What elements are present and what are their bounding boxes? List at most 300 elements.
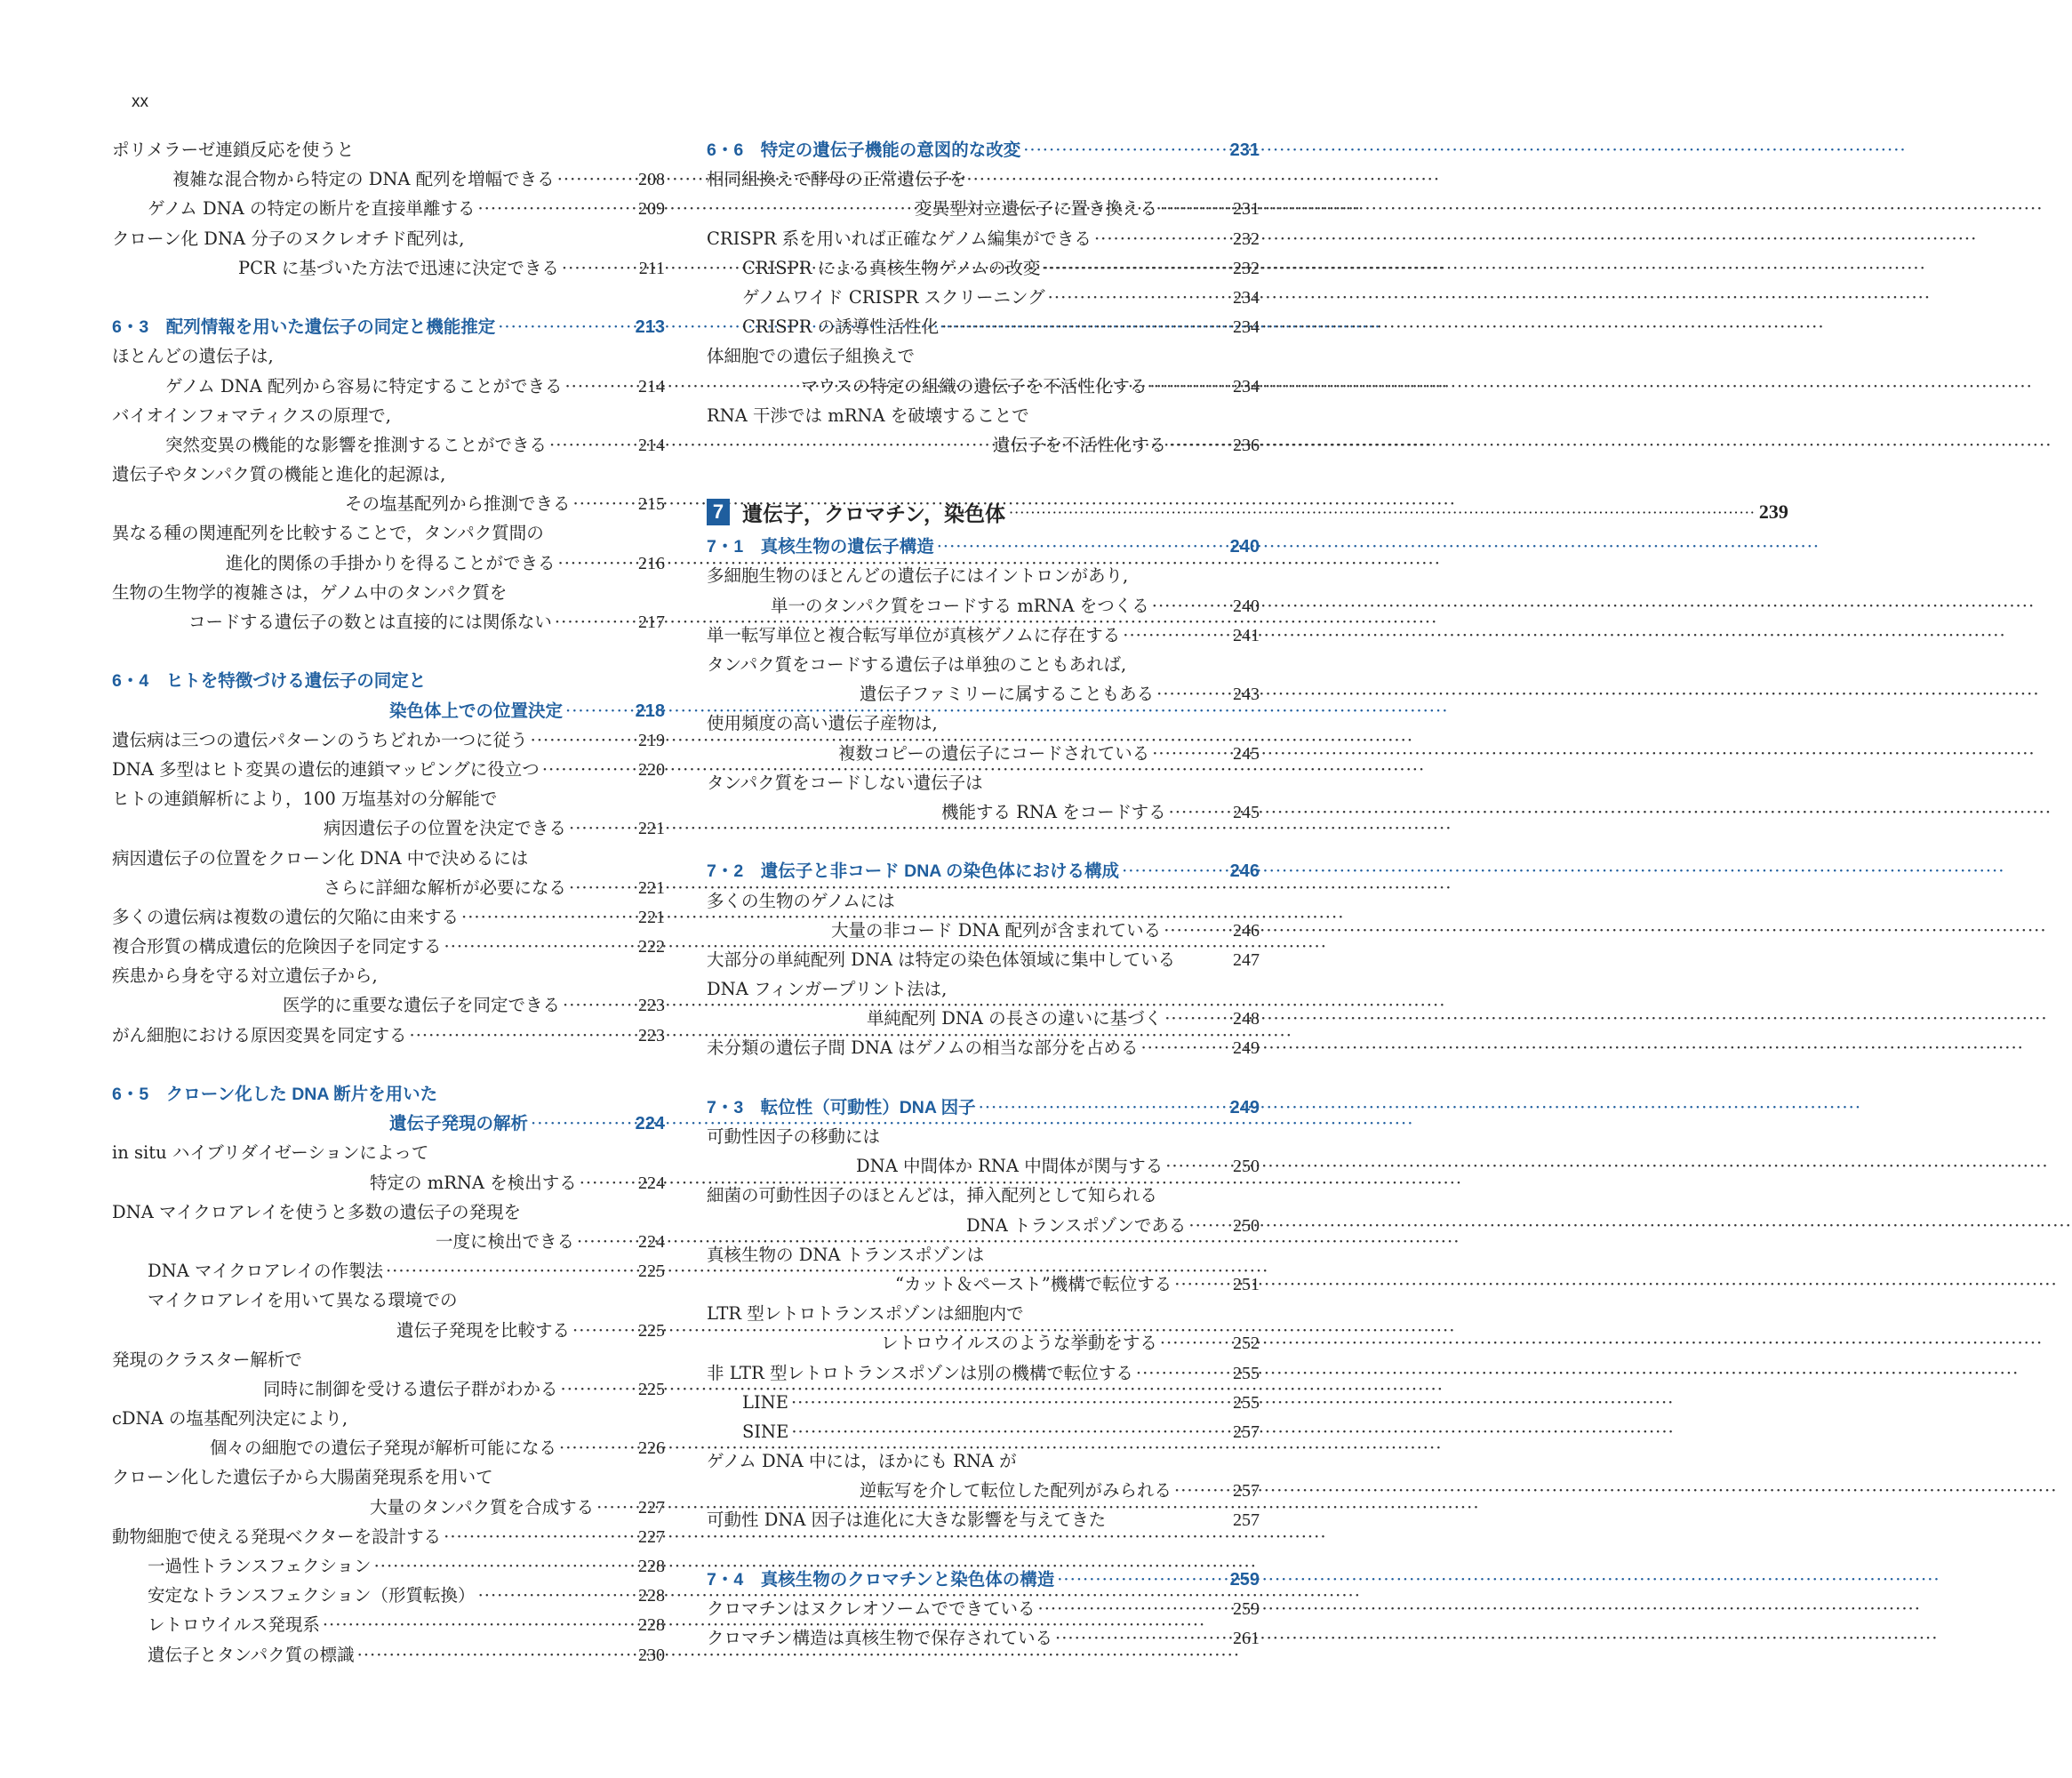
- page-number: 240: [1229, 537, 1260, 557]
- leader-dots: [1122, 856, 1228, 885]
- spacer: [112, 283, 665, 312]
- page-number: 223: [638, 1025, 665, 1045]
- leader-dots: [1123, 621, 1230, 650]
- entry-title: 同時に制御を受ける遺伝子群がわかる: [263, 1378, 558, 1399]
- entry-title: 複合形質の構成遺伝的危険因子を同定する: [112, 936, 442, 957]
- section-heading: [112, 312, 665, 341]
- leader-dots: [1152, 739, 1230, 768]
- page-number: 228: [638, 1557, 665, 1576]
- entry-title: 可動性因子の移動には: [707, 1126, 881, 1147]
- toc-entry: [707, 1623, 1260, 1653]
- entry-title: ゲノムワイド CRISPR スクリーニング: [742, 286, 1045, 308]
- section-title: 6・4 ヒトを特徴づける遺伝子の同定と: [112, 671, 427, 692]
- toc-entry: [707, 621, 1260, 650]
- section-heading: [112, 1079, 665, 1109]
- entry-title: ほとんどの遺伝子は,: [112, 346, 274, 367]
- section-heading: [707, 856, 1260, 885]
- toc-entry: [112, 401, 665, 430]
- leader-dots: [410, 1021, 636, 1050]
- page-number: 236: [1233, 435, 1260, 455]
- toc-entry: [112, 990, 665, 1020]
- page-number: 215: [638, 494, 665, 515]
- entry-title: 細菌の可動性因子のほとんどは，挿入配列として知られる: [707, 1185, 1158, 1206]
- section-heading: [112, 1109, 665, 1138]
- leader-dots: [1169, 430, 1230, 460]
- entry-title: 逆転写を介して転位した配列がみられる: [860, 1480, 1172, 1502]
- leader-dots: [531, 725, 636, 755]
- entry-title: 病因遺伝子の位置をクローン化 DNA 中で決めるには: [112, 847, 529, 869]
- entry-title: RNA 干渉では mRNA を破壊することで: [707, 404, 1029, 426]
- entry-title: がん細胞における原因変異を同定する: [112, 1024, 407, 1045]
- leader-dots: [577, 1227, 636, 1256]
- spacer: [707, 1535, 1260, 1565]
- page-number: 227: [638, 1526, 665, 1547]
- leader-dots: [561, 1374, 636, 1404]
- toc-entry: [112, 1316, 665, 1345]
- toc-entry: [112, 1610, 665, 1639]
- entry-title: DNA 多型はヒト変異の遺伝的連鎖マッピングに役立つ: [112, 758, 540, 780]
- leader-dots: [1136, 1358, 1230, 1388]
- toc-entry: [112, 164, 665, 194]
- leader-dots: [555, 607, 636, 637]
- toc-entry: [112, 253, 665, 283]
- entry-title: CRISPR による真核生物ゲノムの改変: [742, 257, 1041, 278]
- page-number: 250: [1233, 1157, 1260, 1177]
- toc-entry: [112, 194, 665, 223]
- leader-dots: [941, 312, 1230, 341]
- section-heading: [112, 666, 665, 695]
- toc-entry: [112, 844, 665, 873]
- entry-title: in situ ハイブリダイゼーションによって: [112, 1142, 429, 1164]
- toc-entry: [112, 1256, 665, 1285]
- entry-title: 相同組換えで酵母の正常遺伝子を: [707, 169, 967, 190]
- entry-title: 一度に検出できる: [436, 1230, 575, 1252]
- toc-entry: [112, 1522, 665, 1551]
- entry-title: その塩基配列から推測できる: [345, 493, 571, 515]
- page-number: 221: [638, 907, 665, 927]
- leader-dots: [357, 1640, 636, 1670]
- page-number: 252: [1233, 1334, 1260, 1354]
- page-number: 231: [1233, 199, 1260, 220]
- page-number: 261: [1233, 1629, 1260, 1649]
- page-number: 257: [1233, 1422, 1260, 1442]
- toc-entry: [112, 1581, 665, 1610]
- page-number: 220: [638, 759, 665, 780]
- entry-title: 生物の生物学的複雑さは，ゲノム中のタンパク質を: [112, 581, 508, 603]
- entry-title: CRISPR の誘導性活性化: [742, 316, 940, 338]
- toc-entry: [112, 961, 665, 990]
- entry-title: コードする遺伝子の数とは直接的には関係ない: [188, 612, 552, 632]
- leader-dots: [1057, 1565, 1227, 1594]
- page-number: 257: [1233, 1481, 1260, 1502]
- entry-title: 疾患から身を守る対立遺伝子から,: [112, 965, 378, 987]
- toc-entry: [707, 1505, 1260, 1534]
- section-title: 6・5 クローン化した DNA 断片を用いた: [112, 1085, 438, 1104]
- leader-dots: [937, 532, 1228, 561]
- toc-entry: [112, 1227, 665, 1256]
- entry-title: 未分類の遺伝子間 DNA はゲノムの相当な部分を占める: [707, 1037, 1139, 1059]
- page-number: 245: [1233, 802, 1260, 822]
- toc-entry: [112, 372, 665, 401]
- toc-entry: [112, 784, 665, 813]
- section-title: 7・2 遺伝子と非コード DNA の染色体における構成: [707, 861, 1120, 882]
- entry-title: 遺伝子を不活性化する: [993, 434, 1167, 455]
- toc-entry: [112, 135, 665, 164]
- entry-title: CRISPR 系を用いれば正確なゲノム編集ができる: [707, 228, 1092, 249]
- section-title: 遺伝子発現の解析: [389, 1114, 529, 1134]
- toc-entry: [707, 224, 1260, 253]
- leader-dots: [461, 902, 636, 932]
- spacer: [112, 637, 665, 666]
- toc-entry: [707, 1269, 1260, 1299]
- toc-entry: [112, 549, 665, 578]
- page-number: 248: [1233, 1009, 1260, 1029]
- toc-entry: [707, 1299, 1260, 1328]
- entry-title: 変異型対立遺伝子に置き換える: [915, 198, 1158, 220]
- entry-title: DNA フィンガープリント法は,: [707, 979, 948, 1000]
- spacer: [707, 827, 1260, 856]
- toc-entry: [707, 194, 1260, 223]
- entry-title: 大部分の単純配列 DNA は特定の染色体領域に集中している: [707, 949, 1176, 970]
- toc-entry: [707, 253, 1260, 283]
- entry-title: クロマチンはヌクレオソームでできている: [707, 1598, 1036, 1619]
- page-number: 230: [638, 1645, 665, 1665]
- entry-title: タンパク質をコードしない遺伝子は: [707, 772, 983, 793]
- leader-dots: [444, 1522, 636, 1551]
- entry-title: 医学的に重要な遺伝子を同定できる: [283, 995, 561, 1016]
- entry-title: ゲノム DNA 中には，ほかにも RNA が: [707, 1451, 1017, 1472]
- leader-dots: [1188, 1211, 1230, 1240]
- entry-title: 単一転写単位と複合転写単位が真核ゲノムに存在する: [707, 624, 1121, 645]
- section-heading: [707, 1565, 1260, 1594]
- toc-entry: [112, 224, 665, 253]
- leader-dots: [1174, 1269, 1230, 1299]
- toc-entry: [112, 430, 665, 460]
- toc-entry: [707, 1151, 1260, 1181]
- entry-title: 非 LTR 型レトロトランスポゾンは別の機構で転位する: [707, 1362, 1133, 1383]
- entry-title: SINE: [742, 1421, 789, 1442]
- leader-dots: [1160, 194, 1230, 223]
- page-number: 257: [1233, 1510, 1260, 1531]
- leader-dots: [569, 813, 636, 843]
- toc-entry: [112, 1433, 665, 1462]
- toc-entry: [112, 1404, 665, 1433]
- entry-title: ゲノム DNA 配列から容易に特定することができる: [165, 375, 563, 396]
- leader-dots: [596, 1493, 636, 1522]
- page-number: xx: [132, 92, 148, 111]
- page-number: 246: [1229, 861, 1260, 882]
- chapter-title: 遺伝子，クロマチン，染色体: [742, 501, 1006, 525]
- leader-dots: [1156, 679, 1230, 709]
- toc-entry: [112, 1345, 665, 1374]
- chapter-page-number: 239: [1758, 501, 1788, 524]
- page-number: 224: [638, 1173, 665, 1193]
- page-number: 209: [638, 199, 665, 220]
- toc-entry: [707, 1594, 1260, 1623]
- page-number: 214: [638, 435, 665, 455]
- entry-title: 進化的関係の手掛かりを得ることができる: [226, 552, 556, 573]
- toc-entry: [112, 460, 665, 489]
- toc-entry: [707, 650, 1260, 679]
- page-number: 232: [1233, 258, 1260, 278]
- page-number: 217: [638, 613, 665, 632]
- toc-entry: [112, 932, 665, 961]
- entry-title: 複雑な混合物から特定の DNA 配列を増幅できる: [172, 169, 555, 190]
- toc-entry: [112, 755, 665, 784]
- spacer: [707, 1063, 1260, 1093]
- toc-entry: [707, 1240, 1260, 1269]
- entry-title: 使用頻度の高い遺伝子産物は,: [707, 713, 938, 734]
- entry-title: 多細胞生物のほとんどの遺伝子にはイントロンがあり,: [707, 565, 1129, 587]
- leader-dots: [562, 253, 636, 283]
- entry-title: 真核生物の DNA トランスポゾンは: [707, 1244, 985, 1265]
- entry-title: 可動性 DNA 因子は進化に大きな影響を与えてきた: [707, 1510, 1107, 1531]
- entry-title: 発現のクラスター解析で: [112, 1349, 302, 1370]
- leader-dots: [572, 1316, 636, 1345]
- page-number: 223: [638, 996, 665, 1016]
- leader-dots: [386, 1256, 636, 1285]
- toc-entry: [112, 873, 665, 902]
- leader-dots: [1160, 1328, 1230, 1358]
- page-number: 243: [1233, 685, 1260, 705]
- entry-title: バイオインフォマティクスの原理で,: [112, 404, 391, 426]
- page-number: 216: [638, 553, 665, 573]
- toc-entry: [112, 489, 665, 518]
- toc-entry: [707, 1476, 1260, 1505]
- toc-entry: [707, 1211, 1260, 1240]
- leader-dots: [558, 549, 636, 578]
- entry-title: ポリメラーゼ連鎖反応を使うと: [112, 140, 355, 160]
- toc-entry: [707, 372, 1260, 401]
- entry-title: 多くの遺伝病は複数の遺伝的欠陥に由来する: [112, 906, 460, 927]
- toc-entry: [707, 945, 1260, 974]
- toc-entry: [707, 1328, 1260, 1358]
- section-title: 6・6 特定の遺伝子機能の意図的な改変: [707, 140, 1021, 160]
- entry-title: レトロウイルスのような挙動をする: [881, 1333, 1157, 1354]
- chapter-heading: [707, 494, 1788, 530]
- entry-title: PCR に基づいた方法で迅速に決定できる: [238, 257, 559, 278]
- entry-title: 体細胞での遺伝子組換えで: [707, 346, 916, 367]
- toc-entry: [112, 1462, 665, 1492]
- toc-entry: [707, 1181, 1260, 1210]
- page-number: 259: [1233, 1599, 1260, 1619]
- toc-entry: [112, 1197, 665, 1227]
- toc-entry: [707, 797, 1260, 827]
- toc-entry: [707, 916, 1260, 945]
- entry-title: 突然変異の機能的な影響を推測することができる: [165, 434, 548, 455]
- page-number: 224: [638, 1231, 665, 1252]
- toc-entry: [112, 578, 665, 607]
- leader-dots: [565, 696, 633, 725]
- page-number: 232: [1233, 228, 1260, 249]
- entry-title: 個々の細胞での遺伝子発現が解析可能になる: [210, 1438, 557, 1459]
- toc-entry: [707, 1033, 1260, 1062]
- section-heading: [112, 696, 665, 725]
- toc-entry: [707, 739, 1260, 768]
- entry-title: 多くの生物のゲノムには: [707, 890, 895, 911]
- page-number: 213: [635, 317, 665, 338]
- leader-dots: [580, 1168, 636, 1197]
- toc-entry: [112, 1640, 665, 1670]
- leader-dots: [1164, 1004, 1230, 1033]
- leader-dots: [573, 489, 636, 518]
- entry-title: 複数コピーの遺伝子にコードされている: [838, 742, 1150, 764]
- toc-entry: [112, 1021, 665, 1050]
- toc-entry: [707, 341, 1260, 371]
- page-number: 224: [635, 1114, 665, 1134]
- entry-title: DNA マイクロアレイを使うと多数の遺伝子の発現を: [112, 1201, 521, 1222]
- page-number: 218: [635, 701, 665, 721]
- toc-entry: [112, 1551, 665, 1581]
- toc-entry: [112, 813, 665, 843]
- toc-entry: [707, 283, 1260, 312]
- toc-entry: [112, 902, 665, 932]
- page-number: 241: [1233, 625, 1260, 645]
- entry-title: レトロウイルス発現系: [148, 1614, 320, 1636]
- entry-title: クローン化した遺伝子から大腸菌発現系を用いて: [112, 1467, 493, 1488]
- entry-title: 大量のタンパク質を合成する: [370, 1496, 595, 1518]
- page-number: 211: [638, 258, 665, 278]
- page-number: 250: [1233, 1215, 1260, 1236]
- page-number: 255: [1233, 1392, 1260, 1413]
- chapter-number-badge: 7: [707, 499, 730, 525]
- page-number: 208: [638, 170, 665, 190]
- page-number: 234: [1233, 376, 1260, 396]
- toc-entry: [112, 518, 665, 548]
- leader-dots: [531, 1109, 633, 1138]
- leader-dots: [979, 1093, 1228, 1122]
- leader-dots: [1043, 253, 1230, 283]
- page-number: 227: [638, 1497, 665, 1518]
- toc-entry: [707, 401, 1260, 430]
- toc-entry: [707, 164, 1260, 194]
- section-title: 6・3 配列情報を用いた遺伝子の同定と機能推定: [112, 317, 496, 338]
- page-number: 228: [638, 1586, 665, 1606]
- spacer: [707, 460, 1260, 489]
- page-number: 251: [1233, 1274, 1260, 1294]
- entry-title: DNA トランスポゾンである: [966, 1214, 1187, 1236]
- leader-dots: [563, 990, 636, 1020]
- entry-title: 安定なトランスフェクション（形質転換）: [148, 1585, 476, 1606]
- entry-title: 遺伝病は三つの遺伝パターンのうちどれか一つに従う: [112, 729, 528, 750]
- toc-entry: [112, 341, 665, 371]
- leader-dots: [557, 164, 636, 194]
- spacer: [112, 1050, 665, 1079]
- toc-entry: [112, 1493, 665, 1522]
- page-number: 259: [1229, 1569, 1260, 1590]
- toc-entry: [707, 1417, 1260, 1446]
- page-number: 225: [638, 1379, 665, 1399]
- toc-entry: [112, 1168, 665, 1197]
- toc-entry: [707, 591, 1260, 621]
- toc-column-right: [707, 135, 1788, 1653]
- toc-entry: [112, 1138, 665, 1167]
- page-number: 246: [1233, 920, 1260, 941]
- toc-entry: [707, 1122, 1260, 1151]
- toc-entry: [707, 679, 1260, 709]
- leader-dots: [444, 932, 636, 961]
- leader-dots: [1038, 1594, 1230, 1623]
- entry-title: 遺伝子やタンパク質の機能と進化的起源は,: [112, 464, 446, 485]
- leader-dots: [559, 1433, 636, 1462]
- toc-entry: [112, 1285, 665, 1315]
- leader-dots: [564, 372, 636, 401]
- page-number: 214: [638, 376, 665, 396]
- toc-entry: [707, 886, 1260, 916]
- page-number: 249: [1233, 1038, 1260, 1059]
- toc-entry: [707, 312, 1260, 341]
- entry-title: 遺伝子ファミリーに属することもある: [860, 684, 1155, 705]
- entry-title: LTR 型レトロトランスポゾンは細胞内で: [707, 1303, 1024, 1325]
- toc-entry: [707, 974, 1260, 1004]
- page-number: 222: [638, 937, 665, 957]
- section-title: 染色体上での位置決定: [389, 701, 564, 721]
- leader-dots: [791, 1388, 1230, 1417]
- entry-title: “カット＆ペースト”機構で転位する: [895, 1273, 1172, 1294]
- leader-dots: [1023, 135, 1227, 164]
- page-number: 249: [1229, 1097, 1260, 1117]
- leader-dots: [1169, 797, 1230, 827]
- toc-entry: [707, 1388, 1260, 1417]
- toc-entry: [707, 1358, 1260, 1388]
- leader-dots: [1174, 1476, 1230, 1505]
- toc-column-left: [112, 135, 665, 1670]
- entry-title: マウスの特定の組織の遺伝子を不活性化する: [801, 375, 1148, 396]
- toc-entry: [707, 768, 1260, 797]
- entry-title: マイクロアレイを用いて異なる環境での: [148, 1290, 458, 1311]
- leader-dots: [1048, 283, 1230, 312]
- entry-title: ヒトの連鎖解析により，100 万塩基対の分解能で: [112, 789, 498, 810]
- entry-title: LINE: [742, 1391, 788, 1413]
- leader-dots: [1055, 1623, 1230, 1653]
- entry-title: 特定の mRNA を検出する: [370, 1172, 577, 1193]
- section-title: 7・1 真核生物の遺伝子構造: [707, 537, 934, 557]
- leader-dots: [1009, 504, 1756, 521]
- entry-title: 大量の非コード DNA 配列が含まれている: [831, 919, 1162, 941]
- entry-title: ゲノム DNA の特定の断片を直接単離する: [148, 198, 476, 220]
- entry-title: DNA 中間体か RNA 中間体が関与する: [856, 1156, 1164, 1177]
- page-number: 255: [1233, 1363, 1260, 1383]
- toc-entry: [707, 561, 1260, 590]
- page-number: 234: [1233, 317, 1260, 338]
- toc-entry: [707, 1004, 1260, 1033]
- page-number: 245: [1233, 743, 1260, 764]
- leader-dots: [1152, 591, 1230, 621]
- leader-dots: [542, 755, 636, 784]
- page-number: 225: [638, 1320, 665, 1341]
- toc-entry: [112, 607, 665, 637]
- leader-dots: [1149, 372, 1230, 401]
- entry-title: 遺伝子発現を比較する: [396, 1319, 571, 1341]
- section-heading: [707, 532, 1260, 561]
- leader-dots: [791, 1417, 1230, 1446]
- entry-title: 単一のタンパク質をコードする mRNA をつくる: [771, 595, 1149, 616]
- toc-entry: [707, 1446, 1260, 1476]
- toc-entry: [112, 1374, 665, 1404]
- entry-title: タンパク質をコードする遺伝子は単独のこともあれば,: [707, 654, 1127, 675]
- page-number: 221: [638, 819, 665, 839]
- entry-title: 遺伝子とタンパク質の標識: [148, 1644, 355, 1665]
- section-heading: [707, 1093, 1260, 1122]
- page-number: 247: [1233, 949, 1260, 970]
- leader-dots: [549, 430, 636, 460]
- leader-dots: [323, 1610, 636, 1639]
- leader-dots: [1165, 1151, 1230, 1181]
- entry-title: 一過性トランスフェクション: [148, 1556, 372, 1576]
- leader-dots: [1140, 1033, 1230, 1062]
- page-number: 228: [638, 1615, 665, 1636]
- entry-title: クロマチン構造は真核生物で保存されている: [707, 1628, 1053, 1649]
